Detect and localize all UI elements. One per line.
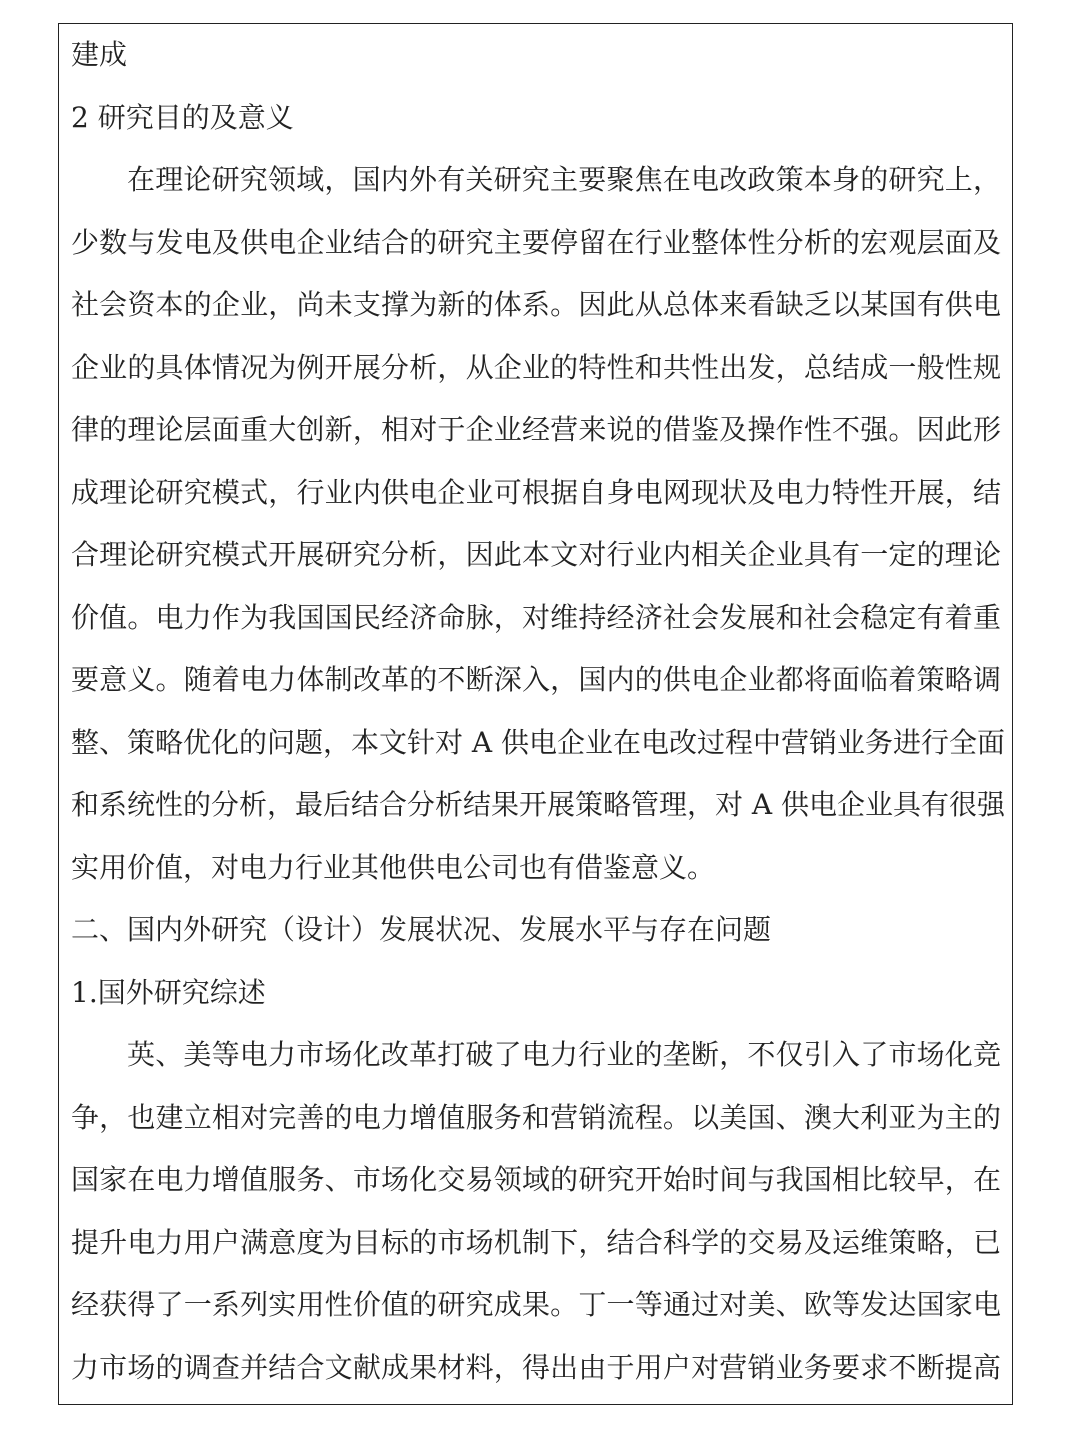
text-line: 英、美等电力市场化改革打破了电力行业的垄断，不仅引入了市场化竞	[127, 1038, 1001, 1071]
text-line: 力市场的调查并结合文献成果材料，得出由于用户对营销业务要求不断提高	[71, 1350, 1001, 1384]
text-line: 少数与发电及供电企业结合的研究主要停留在行业整体性分析的宏观层面及	[71, 225, 1001, 259]
text-line: 企业的具体情况为例开展分析，从企业的特性和共性出发，总结成一般性规	[71, 350, 1001, 384]
text-line: 价值。电力作为我国国民经济命脉，对维持经济社会发展和社会稳定有着重	[71, 600, 1001, 634]
text-line: 经获得了一系列实用性价值的研究成果。丁一等通过对美、欧等发达国家电	[71, 1288, 1001, 1321]
text-line: 争，也建立相对完善的电力增值服务和营销流程。以美国、澳大利亚为主的	[71, 1100, 1001, 1134]
text-line: 在理论研究领域，国内外有关研究主要聚焦在电改政策本身的研究上，	[127, 163, 1001, 196]
text-line: 和系统性的分析，最后结合分析结果开展策略管理，对 A 供电企业具有很强	[71, 788, 1006, 821]
text-line: 二、国内外研究（设计）发展状况、发展水平与存在问题	[71, 913, 772, 946]
document-body	[71, 24, 1006, 1399]
text-line: 实用价值，对电力行业其他供电公司也有借鉴意义。	[71, 850, 716, 884]
text-line: 整、策略优化的问题，本文针对 A 供电企业在电改过程中营销业务进行全面	[71, 725, 1006, 759]
text-line: 2 研究目的及意义	[71, 100, 294, 134]
text-line: 成理论研究模式，行业内供电企业可根据自身电网现状及电力特性开展，结	[71, 475, 1001, 509]
document-frame	[58, 23, 1013, 1405]
text-line: 国家在电力增值服务、市场化交易领域的研究开始时间与我国相比较早，在	[71, 1163, 1001, 1196]
text-line: 律的理论层面重大创新，相对于企业经营来说的借鉴及操作性不强。因此形	[71, 413, 1001, 446]
text-line: 社会资本的企业，尚未支撑为新的体系。因此从总体来看缺乏以某国有供电	[71, 288, 1001, 321]
text-line: 合理论研究模式开展研究分析，因此本文对行业内相关企业具有一定的理论	[71, 538, 1001, 571]
text-line: 提升电力用户满意度为目标的市场机制下，结合科学的交易及运维策略，已	[71, 1225, 1001, 1259]
text-line: 1.国外研究综述	[71, 975, 266, 1009]
text-line: 要意义。随着电力体制改革的不断深入，国内的供电企业都将面临着策略调	[71, 663, 1001, 696]
text-line: 建成	[71, 38, 128, 71]
